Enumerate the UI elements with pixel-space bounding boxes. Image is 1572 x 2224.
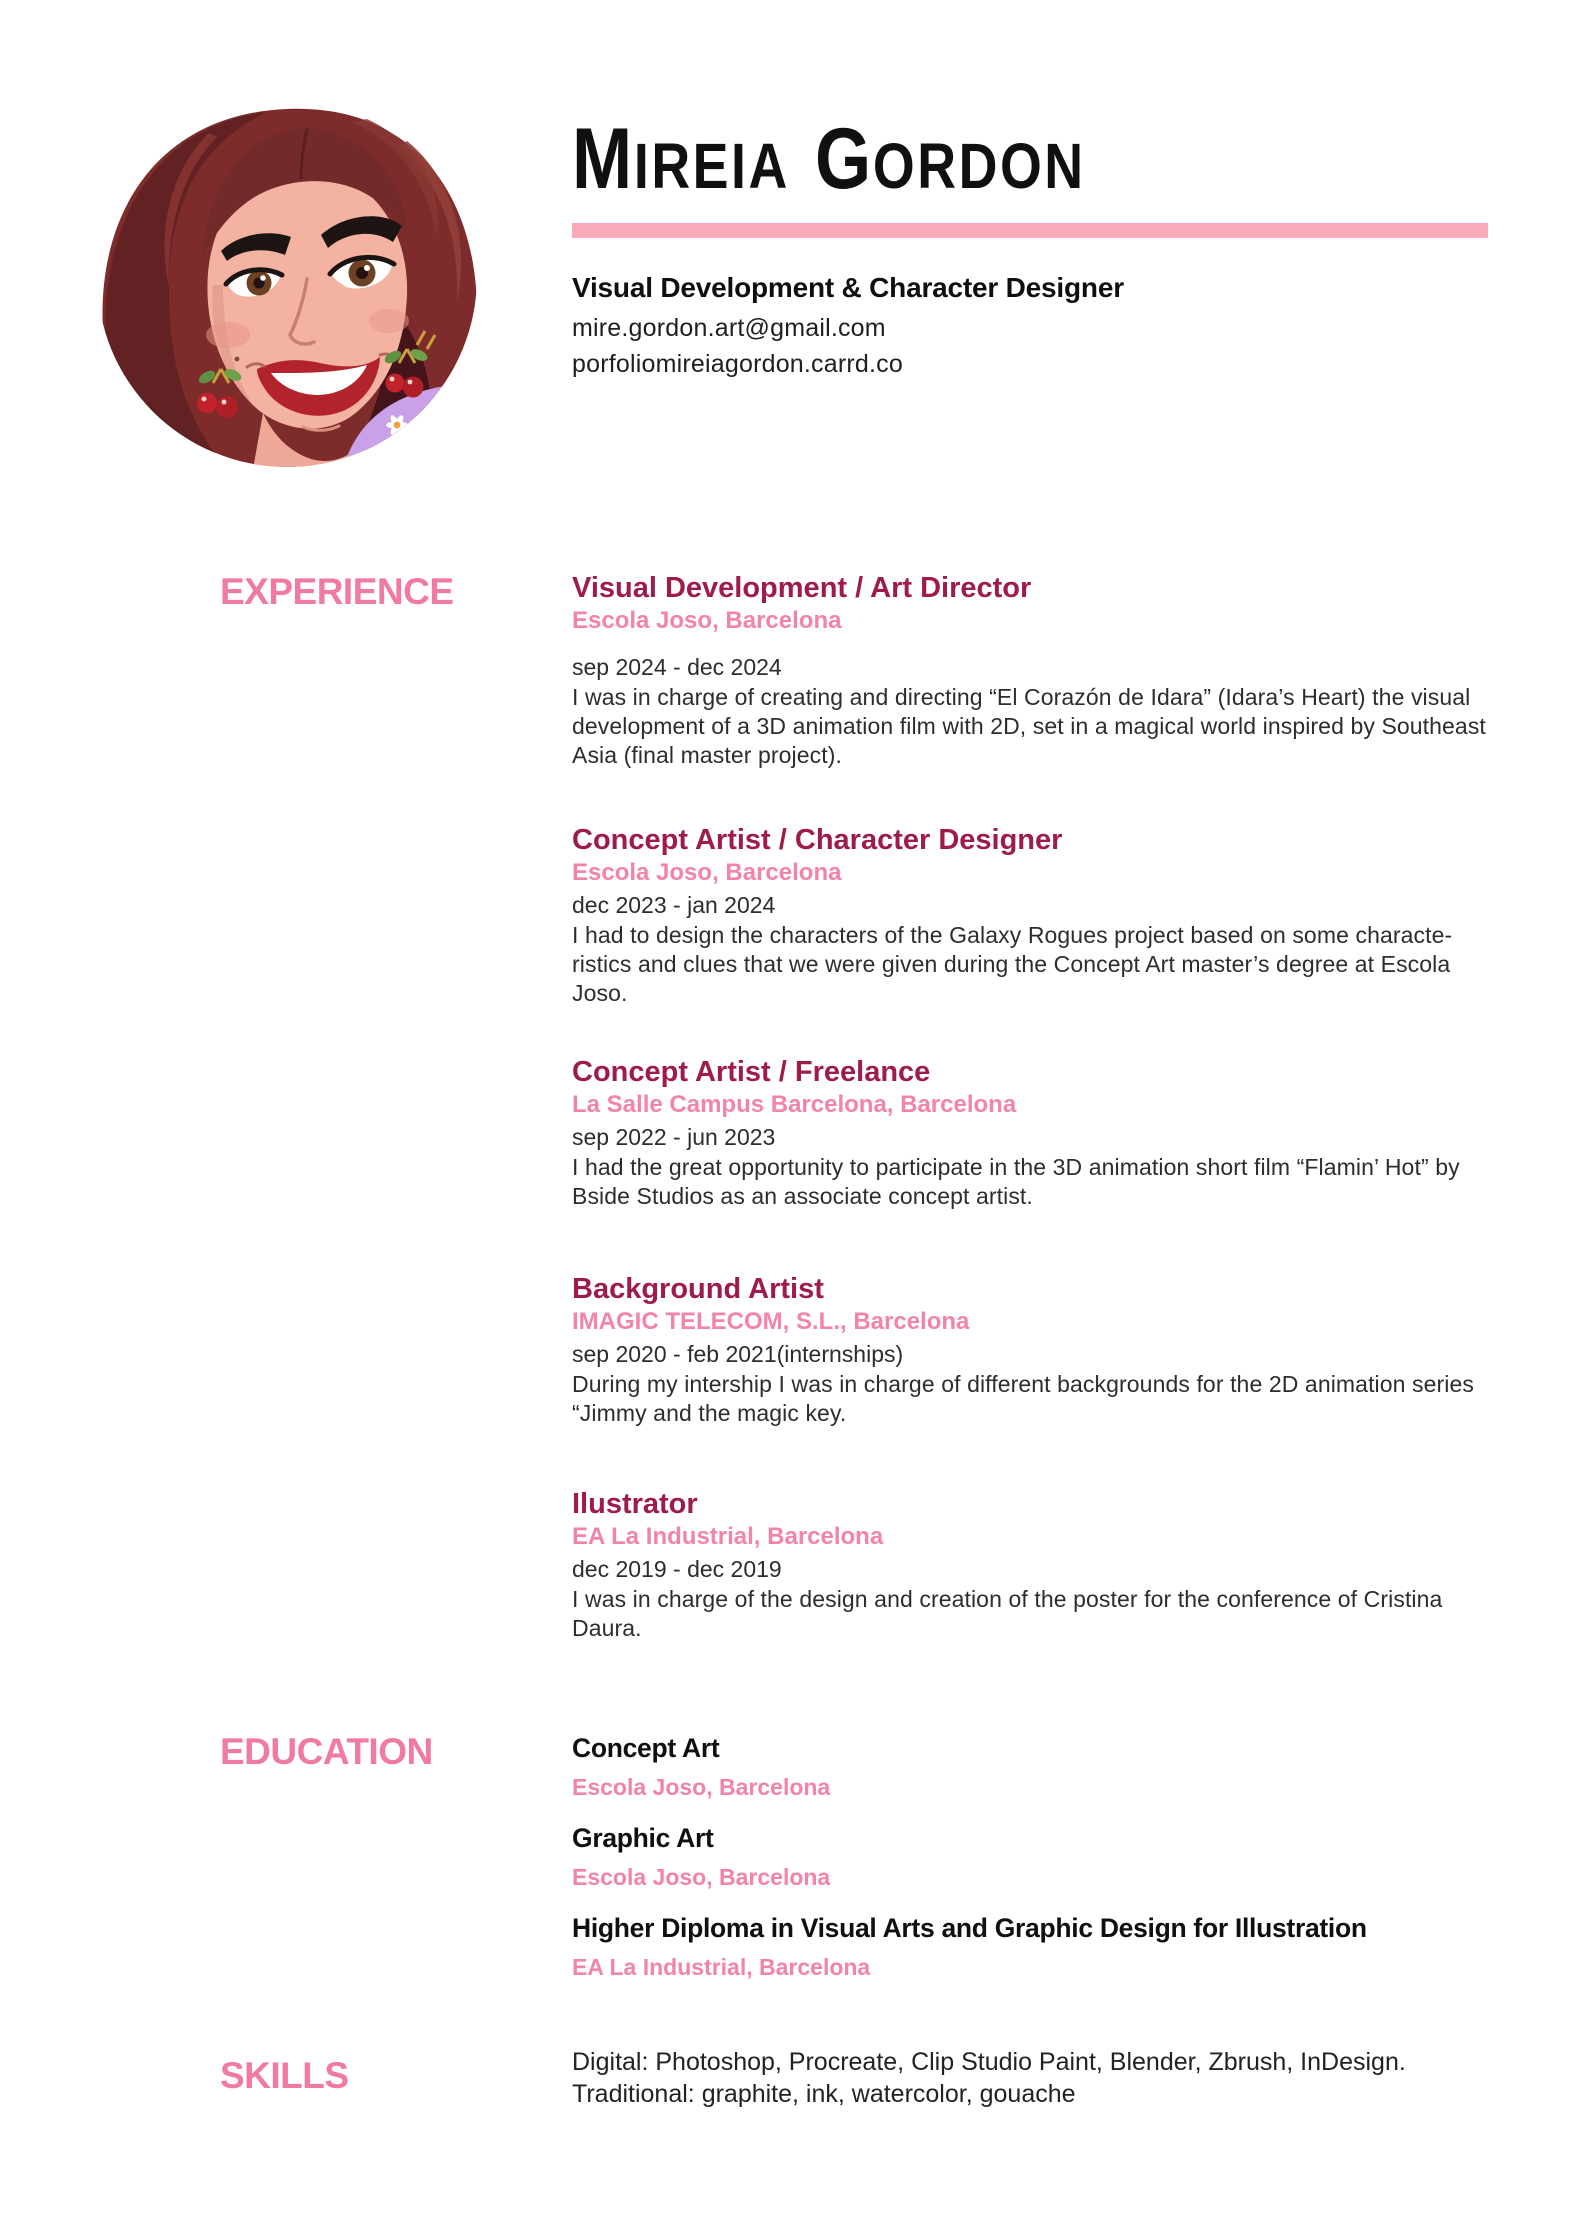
education-title: Graphic Art bbox=[572, 1823, 714, 1853]
name-word: MIREIA bbox=[572, 111, 790, 207]
portrait-illustration bbox=[97, 87, 477, 467]
job-description: I had the great opportunity to participate in the 3D animation short film “Flamin’ Hot” by Bside Studios as an associate concept artist. bbox=[572, 1154, 1460, 1209]
experience-entry-4 bbox=[572, 1273, 1507, 1428]
job-company: EA La Industrial, Barcelona bbox=[572, 1523, 884, 1550]
skills-traditional-line: Traditional: graphite, ink, watercolor, gouache bbox=[572, 2080, 1076, 2108]
education-entry-2 bbox=[572, 1823, 1572, 1891]
person-name bbox=[572, 111, 1086, 207]
website-link[interactable]: porfoliomireiagordon.carrd.co bbox=[572, 350, 903, 378]
experience-entry-2 bbox=[572, 824, 1507, 1008]
job-title: Concept Artist / Freelance bbox=[572, 1056, 931, 1088]
job-title: Visual Development / Art Director bbox=[572, 572, 1032, 604]
education-title: Higher Diploma in Visual Arts and Graphic Design for Illustration bbox=[572, 1913, 1367, 1943]
job-company: La Salle Campus Barcelona, Barcelona bbox=[572, 1091, 1017, 1118]
role-title: Visual Development & Character Designer bbox=[572, 272, 1124, 303]
section-label-education: EDUCATION bbox=[220, 1731, 433, 1772]
name-word: GORDON bbox=[815, 111, 1086, 207]
job-company: Escola Joso, Barcelona bbox=[572, 607, 842, 634]
job-dates: sep 2020 - feb 2021(internships) bbox=[572, 1341, 904, 1367]
section-label-skills: SKILLS bbox=[220, 2055, 349, 2096]
accent-bar bbox=[572, 223, 1488, 238]
experience-entry-1 bbox=[572, 572, 1507, 770]
section-label-experience: EXPERIENCE bbox=[220, 571, 454, 612]
job-company: IMAGIC TELECOM, S.L., Barcelona bbox=[572, 1308, 970, 1335]
experience-entry-3 bbox=[572, 1056, 1507, 1211]
job-description: I was in charge of the design and creation of the poster for the conference of Cristina Daura. bbox=[572, 1586, 1443, 1641]
education-entry-3 bbox=[572, 1913, 1572, 1981]
education-school: EA La Industrial, Barcelona bbox=[572, 1954, 871, 1980]
job-description: I had to design the characters of the Galaxy Rogues project based on some characte-ristics and clues that we were given during the Concept Art master’s degree at Escola Joso. bbox=[572, 922, 1453, 1006]
email-link[interactable]: mire.gordon.art@gmail.com bbox=[572, 314, 886, 342]
skills-digital-line: Digital: Photoshop, Procreate, Clip Studio Paint, Blender, Zbrush, InDesign. bbox=[572, 2048, 1406, 2076]
skills-block bbox=[572, 2046, 1572, 2110]
job-description: I was in charge of creating and directing “El Corazón de Idara” (Idara’s Heart) the visual development of a 3D animation film with 2D, set in a magical world inspired by Southeast Asia (final master project). bbox=[572, 684, 1486, 768]
job-title: Background Artist bbox=[572, 1273, 824, 1305]
job-dates: dec 2019 - dec 2019 bbox=[572, 1556, 782, 1582]
job-description: During my intership I was in charge of different backgrounds for the 2D animation series “Jimmy and the magic key. bbox=[572, 1371, 1474, 1426]
job-title: Ilustrator bbox=[572, 1488, 698, 1520]
education-title: Concept Art bbox=[572, 1733, 720, 1763]
job-title: Concept Artist / Character Designer bbox=[572, 824, 1063, 856]
job-dates: sep 2022 - jun 2023 bbox=[572, 1124, 776, 1150]
profile-photo bbox=[97, 87, 477, 467]
education-entry-1 bbox=[572, 1733, 1572, 1801]
education-school: Escola Joso, Barcelona bbox=[572, 1774, 831, 1800]
job-dates: dec 2023 - jan 2024 bbox=[572, 892, 776, 918]
education-school: Escola Joso, Barcelona bbox=[572, 1864, 831, 1890]
job-company: Escola Joso, Barcelona bbox=[572, 859, 842, 886]
job-dates: sep 2024 - dec 2024 bbox=[572, 654, 782, 680]
experience-entry-5 bbox=[572, 1488, 1507, 1643]
